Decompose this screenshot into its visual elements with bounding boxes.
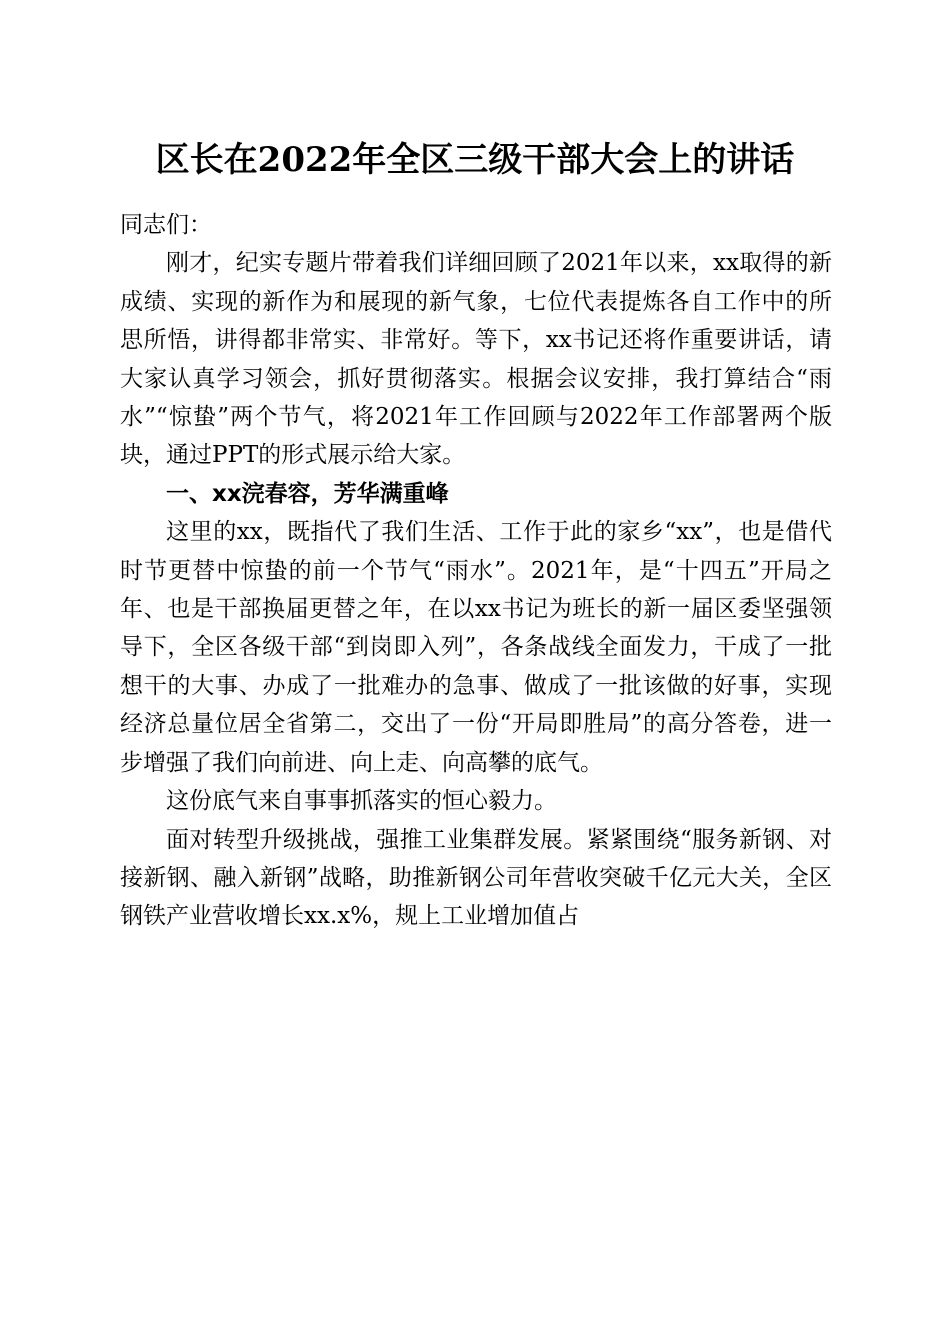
document-title: 区长在2022年全区三级干部大会上的讲话 [155,140,795,180]
paragraph: 刚才，纪实专题片带着我们详细回顾了2021年以来，xx取得的新成绩、实现的新作为和展现的新气象，七位代表提炼各自工作中的所思所悟，讲得都非常实、非常好。等下，xx书记还将作重要讲话，请大家认真学习领会，抓好贯彻落实。根据会议安排，我打算结合“雨水”“惊蛰”两个节气，将2021年工作回顾与2022年工作部署两个版块，通过PPT的形式展示给大家。 [120,250,832,469]
section-heading: 一、xx浣春容，芳华满重峰 [166,480,449,507]
paragraph: 这份底气来自事事抓落实的恒心毅力。 [166,788,557,815]
document-body [120,206,832,936]
paragraph: 面对转型升级挑战，强推工业集群发展。紧紧围绕“服务新钢、对接新钢、融入新钢”战略，助推新钢公司年营收突破千亿元大关，全区钢铁产业营收增长xx.x%，规上工业增加值占 [120,826,832,930]
paragraph: 这里的xx，既指代了我们生活、工作于此的家乡“xx”，也是借代时节更替中惊蛰的前一个节气“雨水”。2021年，是“十四五”开局之年、也是干部换届更替之年，在以xx书记为班长的新一届区委坚强领导下，全区各级干部“到岗即入列”，各条战线全面发力，干成了一批想干的大事、办成了一批难办的急事、做成了一批该做的好事，实现经济总量位居全省第二，交出了一份“开局即胜局”的高分答卷，进一步增强了我们向前进、向上走、向高攀的底气。 [120,519,832,776]
salutation: 同志们： [120,212,212,238]
